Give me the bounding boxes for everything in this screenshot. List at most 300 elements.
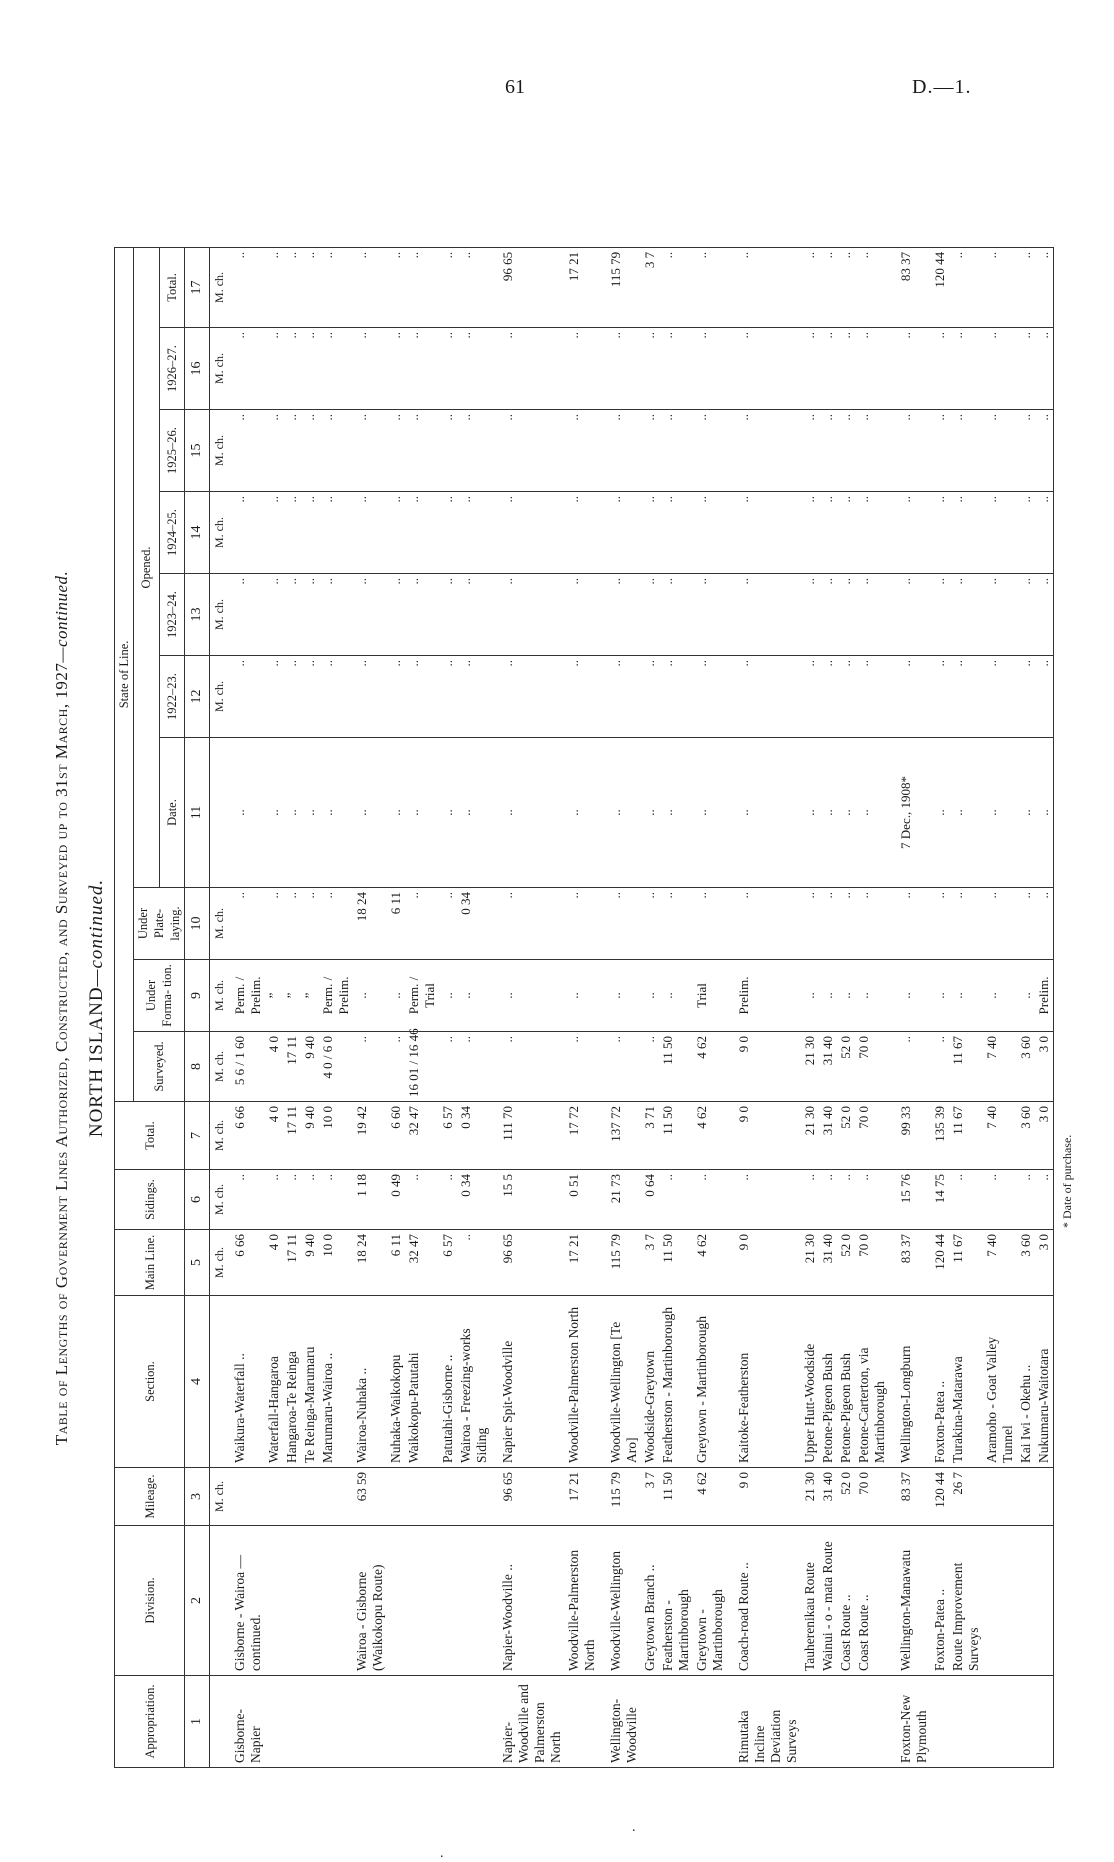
table-cell: .. xyxy=(949,888,983,960)
table-cell: .. xyxy=(439,492,457,574)
table-cell: .. xyxy=(837,574,855,656)
header-division: Division. xyxy=(115,1526,185,1676)
table-cell: 3 0 xyxy=(1035,1230,1054,1296)
table-cell xyxy=(265,1468,283,1526)
table-cell xyxy=(1035,1468,1054,1526)
table-cell: 32 47 xyxy=(405,1230,439,1296)
table-cell: .. xyxy=(1035,574,1054,656)
table-cell: 0 34 xyxy=(457,1170,491,1230)
table-row xyxy=(983,247,1017,1767)
table-cell: .. xyxy=(659,738,693,888)
table-cell: 7 40 xyxy=(983,1230,1017,1296)
table-cell: .. xyxy=(1035,410,1054,492)
table-cell: .. xyxy=(301,738,319,888)
column-number: 13 xyxy=(185,574,210,656)
table-cell: .. xyxy=(659,410,693,492)
table-cell: Te Reinga-Marumaru xyxy=(301,1296,319,1468)
table-cell: .. xyxy=(931,888,949,960)
table-cell: .. xyxy=(897,960,931,1032)
unit-label: M. ch. xyxy=(210,410,232,492)
table-cell: 17 21 xyxy=(565,1468,599,1526)
table-cell: .. xyxy=(801,888,819,960)
table-cell: .. xyxy=(735,328,801,410)
table-cell: 120 44 xyxy=(931,1468,949,1526)
table-cell: 115 79 xyxy=(607,1230,641,1296)
table-cell: .. xyxy=(837,492,855,574)
table-cell: 5 6 / 1 60 xyxy=(231,1032,265,1102)
table-row xyxy=(837,247,855,1767)
table-cell: .. xyxy=(801,328,819,410)
table-cell xyxy=(265,1676,283,1768)
table-cell: .. xyxy=(387,492,405,574)
table-cell: .. xyxy=(353,247,387,327)
table-cell: 15 76 xyxy=(897,1170,931,1230)
table-cell: .. xyxy=(565,656,599,738)
table-cell: .. xyxy=(265,410,283,492)
table-cell: .. xyxy=(1035,328,1054,410)
table-cell: .. xyxy=(319,247,353,327)
table-cell xyxy=(819,1676,837,1768)
table-cell: 3 60 xyxy=(1017,1230,1035,1296)
table-cell: 3 7 xyxy=(641,1468,659,1526)
table-cell: Napier-Woodville and Palmerston North xyxy=(499,1676,565,1768)
table-cell: .. xyxy=(855,960,889,1032)
table-cell: .. xyxy=(801,574,819,656)
table-cell: 17 72 xyxy=(565,1102,599,1170)
table-cell: .. xyxy=(693,492,727,574)
table-cell: .. xyxy=(301,656,319,738)
header-under-platelaying: Under Plate- laying. xyxy=(134,888,185,960)
table-cell: .. xyxy=(949,247,983,327)
table-cell: .. xyxy=(983,1170,1017,1230)
table-cell: .. xyxy=(231,328,265,410)
table-cell: 10 0 xyxy=(319,1102,353,1170)
table-cell: .. xyxy=(1017,1170,1035,1230)
table-cell: 21 30 xyxy=(801,1468,819,1526)
table-cell: 120 44 xyxy=(931,1230,949,1296)
table-cell xyxy=(301,1526,319,1676)
table-cell: 111 70 xyxy=(499,1102,565,1170)
table-cell: .. xyxy=(439,1032,457,1102)
table-cell: .. xyxy=(301,410,319,492)
table-cell: 9 40 xyxy=(301,1102,319,1170)
table-cell: Nuhaka-Waikokopu xyxy=(387,1296,405,1468)
column-number: 6 xyxy=(185,1170,210,1230)
table-cell: 1 18 xyxy=(353,1170,387,1230)
table-cell: 137 72 xyxy=(607,1102,641,1170)
table-cell: .. xyxy=(231,656,265,738)
table-cell xyxy=(283,1526,301,1676)
table-cell: .. xyxy=(837,738,855,888)
table-cell: .. xyxy=(983,888,1017,960)
table-cell: .. xyxy=(283,247,301,327)
table-cell: 19 42 xyxy=(353,1102,387,1170)
table-cell: .. xyxy=(283,328,301,410)
table-cell: 4 0 / 6 0 xyxy=(319,1032,353,1102)
table-cell: .. xyxy=(405,1170,439,1230)
table-cell: ” xyxy=(265,960,283,1032)
table-cell: .. xyxy=(439,656,457,738)
table-cell: .. xyxy=(565,960,599,1032)
table-cell: 7 40 xyxy=(983,1032,1017,1102)
stray-mark: . xyxy=(632,1820,636,1835)
table-cell: .. xyxy=(855,492,889,574)
table-cell: 7 Dec., 1908* xyxy=(897,738,931,888)
table-cell: .. xyxy=(607,574,641,656)
table-cell: .. xyxy=(231,492,265,574)
table-cell: .. xyxy=(819,656,837,738)
table-cell: Woodville-Wellington [Te Aro] xyxy=(607,1296,641,1468)
table-cell: 9 0 xyxy=(735,1230,801,1296)
stray-mark: . xyxy=(440,1846,444,1861)
table-cell: .. xyxy=(319,888,353,960)
table-cell: .. xyxy=(855,410,889,492)
table-cell: 52 0 xyxy=(837,1468,855,1526)
table-cell: 9 40 xyxy=(301,1230,319,1296)
table-cell: .. xyxy=(837,656,855,738)
table-cell: .. xyxy=(819,492,837,574)
table-cell: Woodville-Wellington xyxy=(607,1526,641,1676)
table-cell: 9 0 xyxy=(735,1468,801,1526)
table-cell: .. xyxy=(301,247,319,327)
table-cell: .. xyxy=(641,888,659,960)
table-body xyxy=(231,247,1054,1767)
table-cell: .. xyxy=(499,888,565,960)
table-cell: .. xyxy=(387,960,405,1032)
header-appropriation: Appropriation. xyxy=(115,1676,185,1768)
table-cell: .. xyxy=(457,410,491,492)
table-cell: .. xyxy=(283,410,301,492)
table-cell: .. xyxy=(607,738,641,888)
table-cell: .. xyxy=(405,410,439,492)
table-cell: .. xyxy=(265,247,283,327)
table-cell: Waikokopu-Patutahi xyxy=(405,1296,439,1468)
unit-label: M. ch. xyxy=(210,574,232,656)
table-cell xyxy=(319,1676,353,1768)
table-cell: Kaitoke-Featherston xyxy=(735,1296,801,1468)
table-cell: .. xyxy=(607,328,641,410)
table-cell: .. xyxy=(565,1032,599,1102)
table-cell xyxy=(283,1468,301,1526)
table-cell: 6 57 xyxy=(439,1102,457,1170)
table-cell: .. xyxy=(931,738,949,888)
table-cell: .. xyxy=(837,960,855,1032)
table-cell: .. xyxy=(265,888,283,960)
table-cell: 31 40 xyxy=(819,1468,837,1526)
table-cell xyxy=(405,1468,439,1526)
unit-label: M. ch. xyxy=(210,656,232,738)
table-cell: .. xyxy=(819,960,837,1032)
table-cell: Kai Iwi - Okehu .. xyxy=(1017,1296,1035,1468)
table-row xyxy=(735,247,801,1767)
table-cell: .. xyxy=(283,888,301,960)
table-cell: .. xyxy=(837,888,855,960)
header-state-of-line: State of Line. xyxy=(115,247,134,1101)
table-cell: 6 60 xyxy=(387,1102,405,1170)
table-cell: .. xyxy=(693,888,727,960)
table-cell xyxy=(801,1676,819,1768)
table-cell: 18 24 xyxy=(353,888,387,960)
unit-label: M. ch. xyxy=(210,1102,232,1170)
table-cell xyxy=(949,1676,983,1768)
table-cell: .. xyxy=(231,1170,265,1230)
table-cell: Wairoa - Freezing-works Siding xyxy=(457,1296,491,1468)
table-cell: 14 75 xyxy=(931,1170,949,1230)
column-number: 7 xyxy=(185,1102,210,1170)
table-cell: .. xyxy=(897,888,931,960)
table-cell: .. xyxy=(565,492,599,574)
table-cell: Woodville-Palmerston North xyxy=(565,1526,599,1676)
table-cell: Petone-Carterton, via Martinborough xyxy=(855,1296,889,1468)
table-cell: .. xyxy=(1017,738,1035,888)
table-cell: .. xyxy=(693,656,727,738)
table-row xyxy=(439,247,457,1767)
table-row xyxy=(897,247,931,1767)
table-row xyxy=(1017,247,1035,1767)
table-cell: 3 60 xyxy=(1017,1032,1035,1102)
table-title-main: Table of Lengths of Government Lines Authorized, Constructed, and Surveyed up to 31st March, 1927 xyxy=(52,662,71,1446)
table-cell: 6 11 xyxy=(387,1230,405,1296)
table-cell: Waterfall-Hangaroa xyxy=(265,1296,283,1468)
header-main-line: Main Line. xyxy=(115,1230,185,1296)
table-cell: .. xyxy=(607,888,641,960)
table-cell: .. xyxy=(387,574,405,656)
table-cell xyxy=(439,1468,457,1526)
unit-label: M. ch. xyxy=(210,888,232,960)
table-cell: Upper Hutt-Woodside xyxy=(801,1296,819,1468)
table-cell: .. xyxy=(735,410,801,492)
table-cell: .. xyxy=(439,410,457,492)
table-cell: .. xyxy=(983,960,1017,1032)
column-number: 3 xyxy=(185,1468,210,1526)
table-row xyxy=(693,247,727,1767)
table-cell: Wellington-Woodville xyxy=(607,1676,641,1768)
table-cell: 9 0 xyxy=(735,1102,801,1170)
table-cell: .. xyxy=(949,492,983,574)
table-cell: Wainui - o - mata Route xyxy=(819,1526,837,1676)
table-cell: 17 11 xyxy=(283,1230,301,1296)
table-cell: .. xyxy=(457,1230,491,1296)
unit-label: M. ch. xyxy=(210,492,232,574)
table-cell: .. xyxy=(405,574,439,656)
table-cell: .. xyxy=(837,410,855,492)
table-cell: .. xyxy=(1035,738,1054,888)
table-cell: .. xyxy=(735,888,801,960)
table-cell: .. xyxy=(405,888,439,960)
table-cell: .. xyxy=(353,656,387,738)
table-cell: 4 0 xyxy=(265,1102,283,1170)
table-cell: .. xyxy=(301,1170,319,1230)
table-cell: .. xyxy=(319,656,353,738)
table-cell: 3 7 xyxy=(641,247,659,327)
table-cell: 17 21 xyxy=(565,1230,599,1296)
column-number: 15 xyxy=(185,410,210,492)
table-cell: .. xyxy=(801,410,819,492)
table-cell: .. xyxy=(319,738,353,888)
table-cell: .. xyxy=(353,492,387,574)
table-cell: Greytown - Martinborough xyxy=(693,1296,727,1468)
table-cell: 96 65 xyxy=(499,1468,565,1526)
table-cell: 70 0 xyxy=(855,1468,889,1526)
table-cell xyxy=(387,1676,405,1768)
table-cell: .. xyxy=(353,328,387,410)
table-cell: .. xyxy=(641,492,659,574)
table-cell xyxy=(693,1676,727,1768)
table-cell: 31 40 xyxy=(819,1230,837,1296)
table-cell xyxy=(1035,1676,1054,1768)
table-cell: .. xyxy=(801,1170,819,1230)
table-cell: .. xyxy=(265,492,283,574)
table-row xyxy=(949,247,983,1767)
table-cell: .. xyxy=(353,738,387,888)
table-cell xyxy=(837,1676,855,1768)
header-opened: Opened. xyxy=(134,247,160,887)
table-cell: Waikura-Waterfall .. xyxy=(231,1296,265,1468)
table-cell: .. xyxy=(283,492,301,574)
column-number: 16 xyxy=(185,328,210,410)
table-cell: .. xyxy=(1017,410,1035,492)
column-number: 5 xyxy=(185,1230,210,1296)
table-cell: 16 01 / 16 46 xyxy=(405,1032,439,1102)
table-cell: .. xyxy=(265,738,283,888)
header-1923-24: 1923–24. xyxy=(159,574,185,656)
table-cell: 70 0 xyxy=(855,1102,889,1170)
table-cell xyxy=(983,1526,1017,1676)
table-cell: 11 67 xyxy=(949,1230,983,1296)
column-number: 9 xyxy=(185,960,210,1032)
table-cell: Nukumaru-Waitotara xyxy=(1035,1296,1054,1468)
table-cell: .. xyxy=(801,960,819,1032)
table-cell: .. xyxy=(735,738,801,888)
table-cell: .. xyxy=(735,492,801,574)
header-surveyed: Surveyed. xyxy=(134,1032,185,1102)
table-row xyxy=(301,247,319,1767)
table-cell: 52 0 xyxy=(837,1230,855,1296)
table-cell: .. xyxy=(983,247,1017,327)
header-total: Total. xyxy=(115,1102,185,1170)
table-cell: 63 59 xyxy=(353,1468,387,1526)
table-cell: Trial xyxy=(693,960,727,1032)
table-cell: .. xyxy=(231,247,265,327)
table-row xyxy=(819,247,837,1767)
table-cell xyxy=(387,1468,405,1526)
header-total-opened: Total. xyxy=(159,247,185,327)
table-cell: .. xyxy=(735,1170,801,1230)
table-cell: 52 0 xyxy=(837,1032,855,1102)
table-cell: 9 0 xyxy=(735,1032,801,1102)
table-cell: Greytown Branch .. xyxy=(641,1526,659,1676)
table-cell: .. xyxy=(693,328,727,410)
table-cell: .. xyxy=(607,960,641,1032)
unit-label: M. ch. xyxy=(210,1032,232,1102)
table-cell: .. xyxy=(837,247,855,327)
unit-label: M. ch. xyxy=(210,328,232,410)
table-cell: .. xyxy=(641,960,659,1032)
table-cell: Napier Spit-Woodville xyxy=(499,1296,565,1468)
table-cell: .. xyxy=(353,960,387,1032)
table-cell: 83 37 xyxy=(897,247,931,327)
table-cell: .. xyxy=(897,656,931,738)
table-cell: .. xyxy=(607,492,641,574)
table-cell: .. xyxy=(405,738,439,888)
table-cell: .. xyxy=(837,328,855,410)
table-cell: .. xyxy=(499,574,565,656)
table-cell: .. xyxy=(387,328,405,410)
document-code: D.—1. xyxy=(912,76,972,98)
rotated-table-block xyxy=(44,228,1074,1788)
column-number: 1 xyxy=(185,1676,210,1768)
table-cell: .. xyxy=(819,410,837,492)
table-cell: .. xyxy=(565,410,599,492)
table-cell: 4 62 xyxy=(693,1230,727,1296)
table-cell: .. xyxy=(1017,328,1035,410)
table-cell: .. xyxy=(405,656,439,738)
table-cell: .. xyxy=(607,656,641,738)
unit-label: M. ch. xyxy=(210,1170,232,1230)
table-cell: .. xyxy=(265,1170,283,1230)
table-cell: .. xyxy=(897,492,931,574)
table-cell: .. xyxy=(693,247,727,327)
table-cell: .. xyxy=(659,328,693,410)
table-row xyxy=(387,247,405,1767)
table-row xyxy=(659,247,693,1767)
table-cell: .. xyxy=(439,960,457,1032)
table-cell: .. xyxy=(231,888,265,960)
table-cell: .. xyxy=(949,1170,983,1230)
table-cell: .. xyxy=(801,492,819,574)
table-cell: .. xyxy=(819,247,837,327)
unit-label: M. ch. xyxy=(210,1468,232,1526)
table-cell: 0 49 xyxy=(387,1170,405,1230)
unit-label: M. ch. xyxy=(210,247,232,327)
table-cell xyxy=(1017,1468,1035,1526)
table-cell: .. xyxy=(1017,656,1035,738)
table-cell: 31 40 xyxy=(819,1102,837,1170)
table-cell: .. xyxy=(457,738,491,888)
table-cell: .. xyxy=(819,1170,837,1230)
column-number: 17 xyxy=(185,247,210,327)
table-row xyxy=(457,247,491,1767)
table-cell: 18 24 xyxy=(353,1230,387,1296)
header-section: Section. xyxy=(115,1296,185,1468)
table-cell: .. xyxy=(659,574,693,656)
table-cell: .. xyxy=(931,492,949,574)
table-cell xyxy=(931,1676,949,1768)
table-cell: Perm. / Prelim. xyxy=(319,960,353,1032)
table-cell xyxy=(319,1468,353,1526)
table-cell: .. xyxy=(565,574,599,656)
table-cell: .. xyxy=(983,656,1017,738)
table-cell: .. xyxy=(405,247,439,327)
region-heading xyxy=(80,228,114,1788)
table-cell: .. xyxy=(855,328,889,410)
table-cell: .. xyxy=(983,574,1017,656)
table-cell: Coach-road Route .. xyxy=(735,1526,801,1676)
column-number: 12 xyxy=(185,656,210,738)
table-cell xyxy=(1035,1526,1054,1676)
table-row xyxy=(931,247,949,1767)
header-date: Date. xyxy=(159,738,185,888)
table-cell: .. xyxy=(1035,247,1054,327)
table-cell: 17 21 xyxy=(565,247,599,327)
table-cell: 11 67 xyxy=(949,1032,983,1102)
table-cell: 11 67 xyxy=(949,1102,983,1170)
table-cell: .. xyxy=(931,328,949,410)
header-1926-27: 1926–27. xyxy=(159,328,185,410)
table-cell: Perm. / Prelim. xyxy=(231,960,265,1032)
table-cell: .. xyxy=(897,1032,931,1102)
table-cell: Woodside-Greytown xyxy=(641,1296,659,1468)
